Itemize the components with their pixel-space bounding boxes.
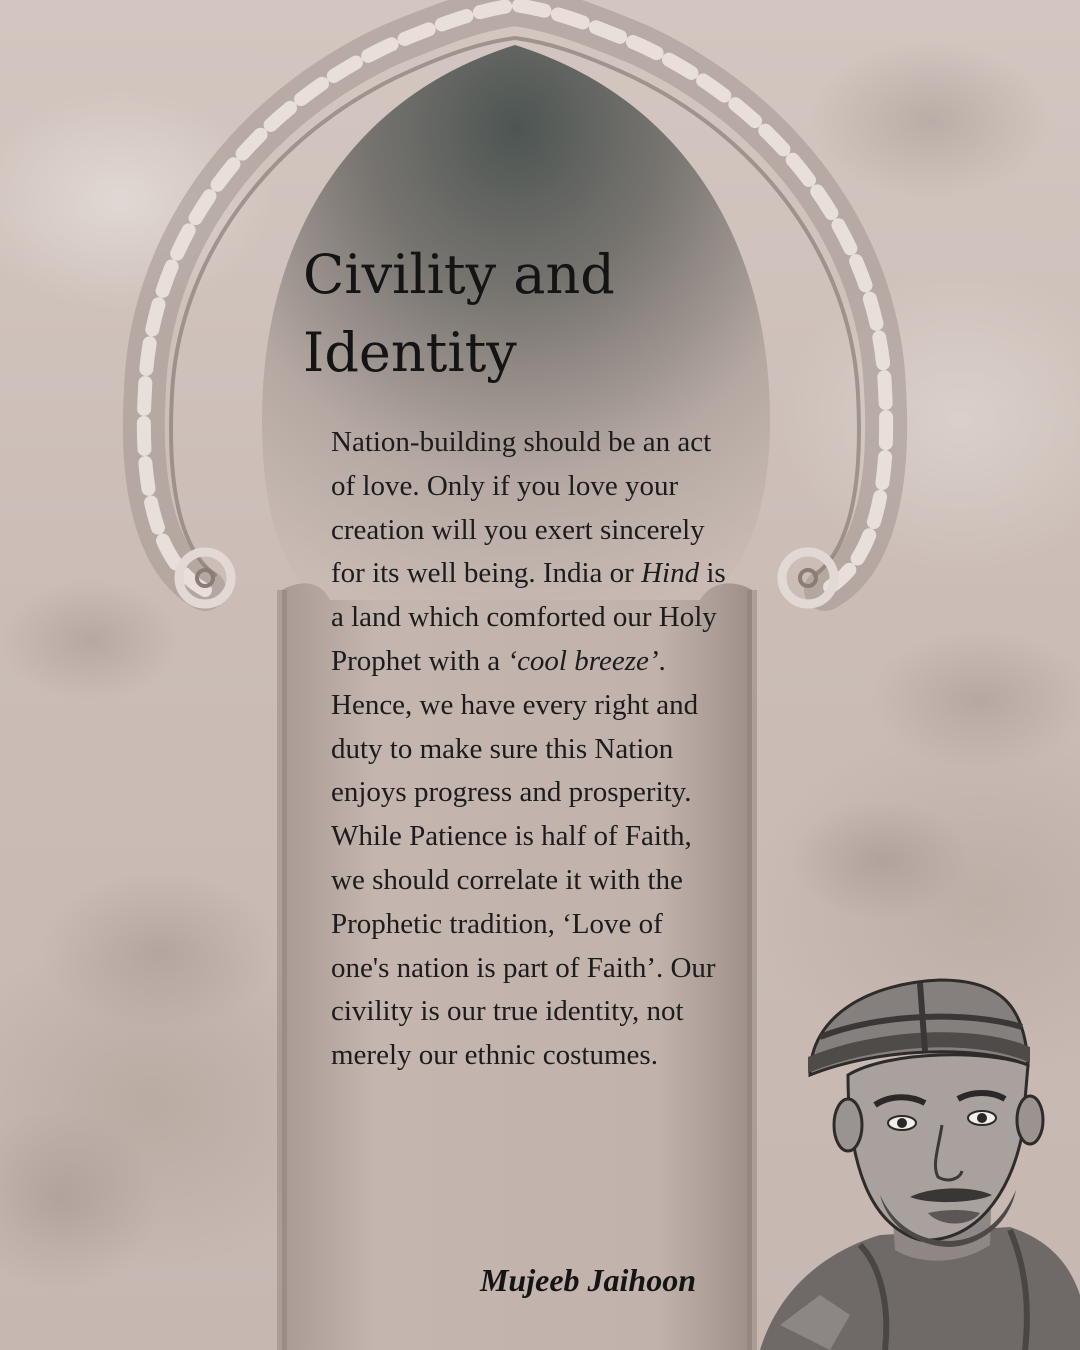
body-text-1: Nation-building should be an act of love. Only if you love your creation will you exert sincerely for its well being. India or bbox=[331, 426, 712, 590]
body-text-2: is a land which comforted our Holy Prophet with a bbox=[331, 557, 726, 677]
page-title: Civility and Identity bbox=[303, 243, 615, 384]
cool-breeze-emphasis: ‘cool breeze’ bbox=[507, 644, 659, 677]
author-portrait-illustration bbox=[760, 965, 1080, 1350]
hind-emphasis: Hind bbox=[641, 557, 700, 590]
body-text-3: . Hence, we have every right and duty to make sure this Nation enjoys progress and prosperity. While Patience is half of Faith, we should correlate it with the Prophetic tradition, ‘Love of one's nation is part of Faith’. Our civility is our true identity, not merely our ethnic costumes. bbox=[331, 644, 716, 1072]
author-signature: Mujeeb Jaihoon bbox=[479, 1262, 696, 1298]
body-paragraph bbox=[331, 421, 726, 1078]
